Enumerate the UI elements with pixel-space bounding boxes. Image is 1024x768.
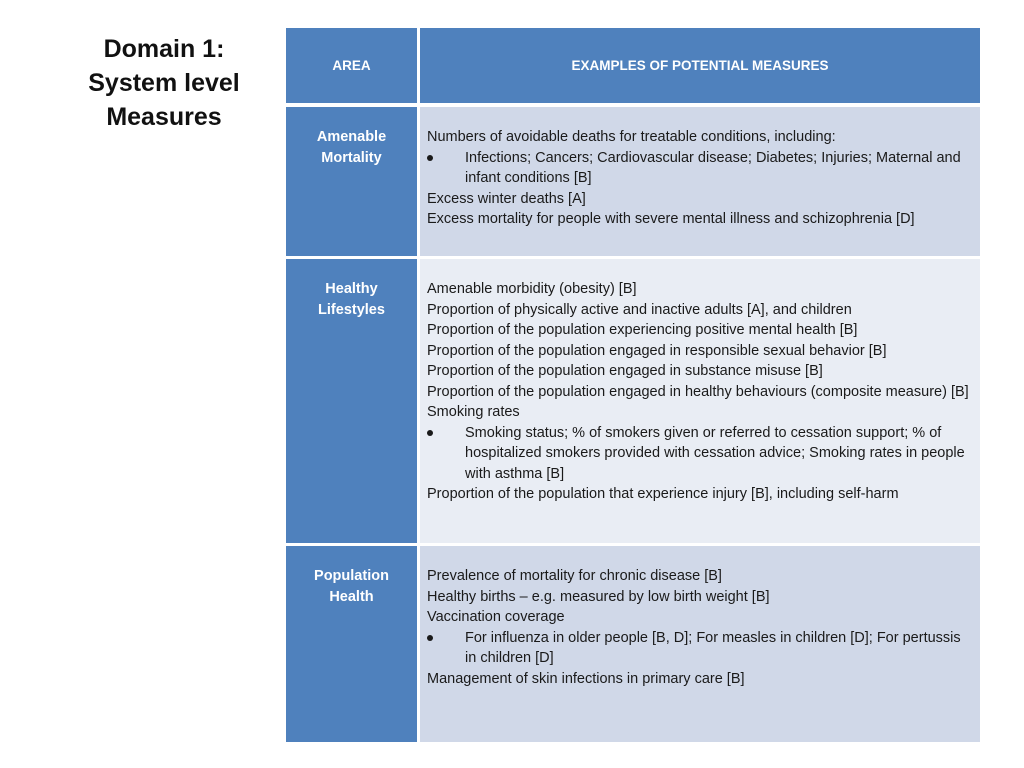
- area-label: Lifestyles: [318, 301, 385, 318]
- measure-item: Proportion of the population engaged in healthy behaviours (composite measure) [B]: [427, 383, 969, 400]
- area-cell-healthy-lifestyles: [286, 259, 417, 543]
- measure-bullet-item: [427, 628, 974, 669]
- examples-cell-amenable-mortality: [420, 107, 980, 256]
- measure-item: Prevalence of mortality for chronic disease [B]: [427, 568, 722, 584]
- area-label: Healthy: [325, 281, 378, 297]
- area-label: Health: [329, 588, 374, 605]
- measure-item: Excess winter deaths [A]: [427, 190, 586, 207]
- measure-item: Vaccination coverage: [427, 609, 565, 625]
- examples-cell-population-health: [420, 546, 980, 742]
- measure-item: Healthy births – e.g. measured by low birth weight [B]: [427, 588, 770, 605]
- measure-item: Management of skin infections in primary care [B]: [427, 670, 745, 687]
- bullet-text: Smoking status; % of smokers given or referred to cessation support; % of hospitalized smokers provided with cessation advice; Smoking rates in people with asthma [B]: [465, 424, 965, 482]
- measure-item: Smoking rates: [427, 404, 520, 420]
- measure-item: Proportion of the population experiencing positive mental health [B]: [427, 322, 858, 338]
- measure-bullet-item: [427, 148, 974, 189]
- area-cell-amenable-mortality: [286, 107, 417, 256]
- area-label: Amenable: [316, 129, 387, 145]
- measure-item: Excess mortality for people with severe mental illness and schizophrenia [D]: [427, 211, 915, 227]
- measure-item: Proportion of physically active and inactive adults [A], and children: [427, 301, 852, 318]
- measure-item: Numbers of avoidable deaths for treatable conditions, including:: [427, 129, 836, 145]
- measure-item: Proportion of the population engaged in responsible sexual behavior [B]: [427, 342, 887, 359]
- measures-table: [286, 28, 980, 742]
- slide-title: [64, 32, 264, 134]
- header-area: AREA: [286, 28, 417, 103]
- bullet-icon: [427, 430, 433, 436]
- measure-bullet-item: [427, 423, 974, 485]
- bullet-icon: [427, 635, 433, 641]
- area-cell-population-health: [286, 546, 417, 742]
- title-line: System level: [88, 69, 240, 97]
- header-examples: EXAMPLES OF POTENTIAL MEASURES: [420, 28, 980, 103]
- area-label: Population: [314, 568, 389, 584]
- measure-item: Proportion of the population that experience injury [B], including self-harm: [427, 486, 899, 502]
- examples-cell-healthy-lifestyles: [420, 259, 980, 543]
- bullet-text: Infections; Cancers; Cardiovascular disease; Diabetes; Injuries; Maternal and infant conditions [B]: [465, 149, 961, 186]
- measure-item: Amenable morbidity (obesity) [B]: [427, 281, 637, 297]
- area-label: Mortality: [321, 149, 382, 166]
- title-line: Domain 1:: [103, 35, 225, 63]
- measure-item: Proportion of the population engaged in substance misuse [B]: [427, 363, 823, 379]
- bullet-text: For influenza in older people [B, D]; For measles in children [D]; For pertussis in children [D]: [465, 629, 961, 666]
- bullet-icon: [427, 155, 433, 161]
- title-line: Measures: [106, 103, 222, 131]
